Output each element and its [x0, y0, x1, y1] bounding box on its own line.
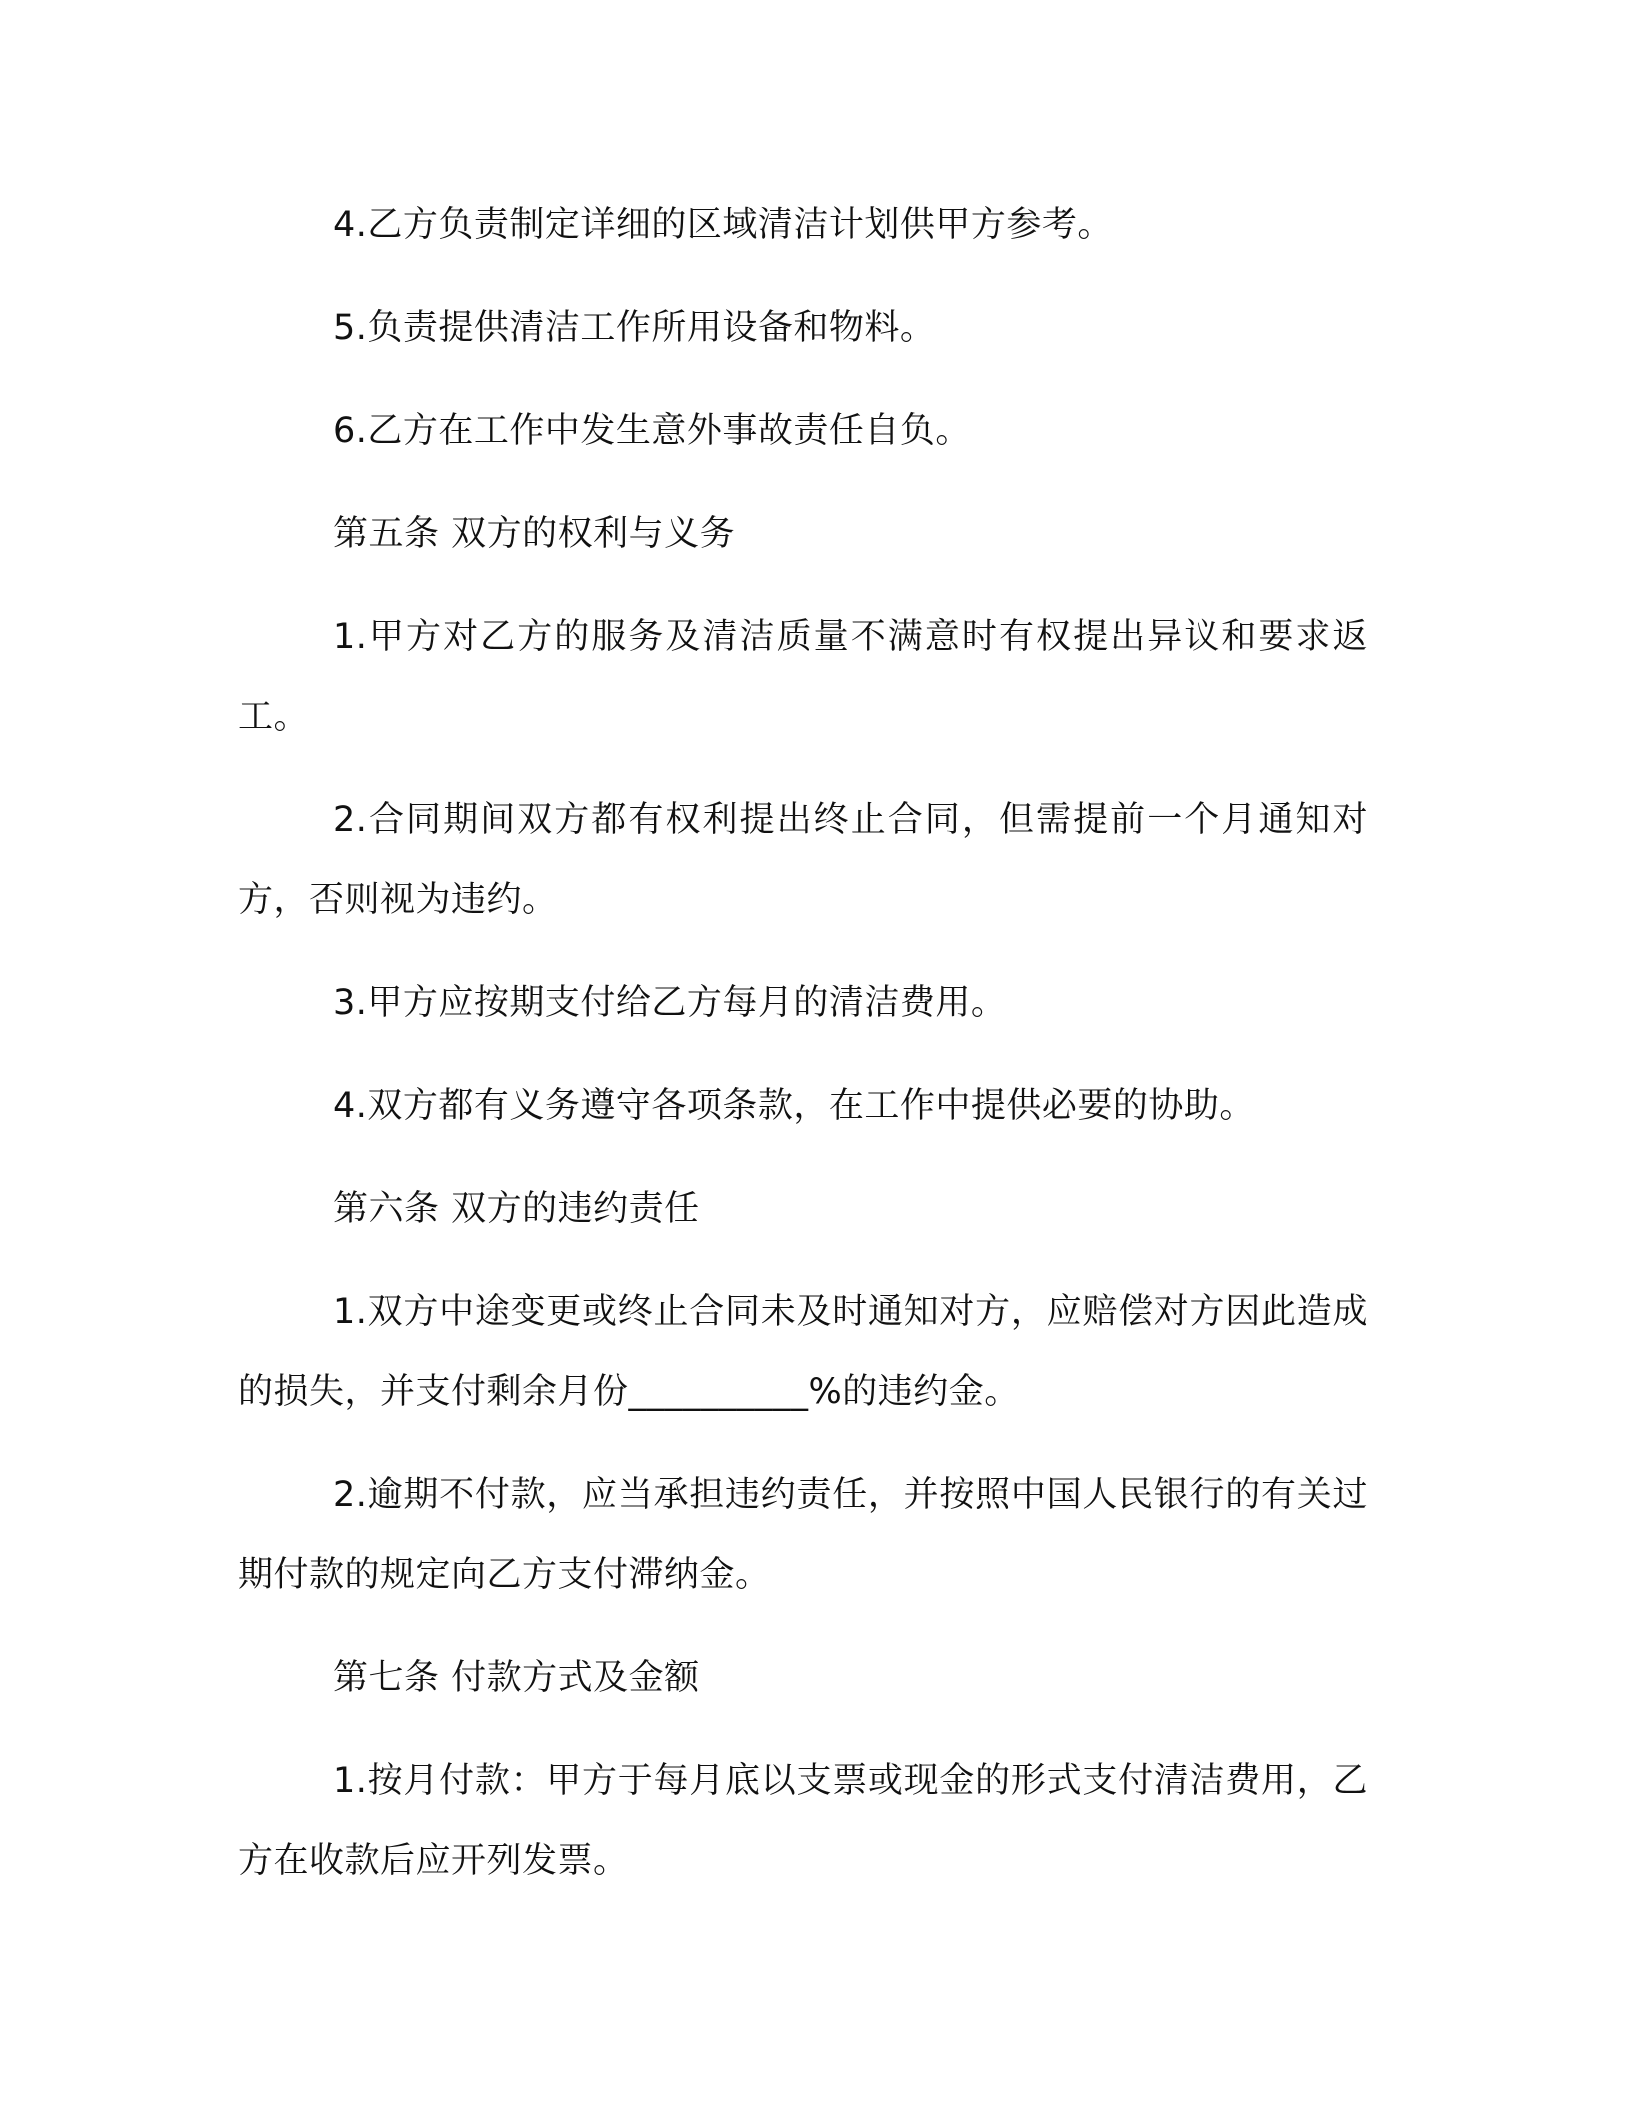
paragraph-breach-1: 1.双方中途变更或终止合同未及时通知对方，应赔偿对方因此造成的损失，并支付剩余月份__________%的违约金。 [238, 1292, 1368, 1412]
document-body [238, 185, 1368, 1924]
paragraph-rights-2: 2.合同期间双方都有权利提出终止合同，但需提前一个月通知对方，否则视为违约。 [238, 800, 1368, 920]
article-5-heading: 第五条 双方的权利与义务 [333, 514, 736, 554]
paragraph-breach-2: 2.逾期不付款，应当承担违约责任，并按照中国人民银行的有关过期付款的规定向乙方支付滞纳金。 [238, 1475, 1368, 1595]
paragraph-rights-3: 3.甲方应按期支付给乙方每月的清洁费用。 [333, 983, 1007, 1023]
paragraph-rights-1: 1.甲方对乙方的服务及清洁质量不满意时有权提出异议和要求返工。 [238, 617, 1368, 737]
paragraph-duty-6: 6.乙方在工作中发生意外事故责任自负。 [333, 411, 971, 451]
paragraph-rights-4: 4.双方都有义务遵守各项条款，在工作中提供必要的协助。 [333, 1086, 1255, 1126]
article-6-heading: 第六条 双方的违约责任 [333, 1189, 700, 1229]
paragraph-duty-4: 4.乙方负责制定详细的区域清洁计划供甲方参考。 [333, 205, 1113, 245]
paragraph-duty-5: 5.负责提供清洁工作所用设备和物料。 [333, 308, 936, 348]
article-7-heading: 第七条 付款方式及金额 [333, 1658, 700, 1698]
paragraph-payment-1: 1.按月付款：甲方于每月底以支票或现金的形式支付清洁费用，乙方在收款后应开列发票。 [238, 1761, 1368, 1881]
